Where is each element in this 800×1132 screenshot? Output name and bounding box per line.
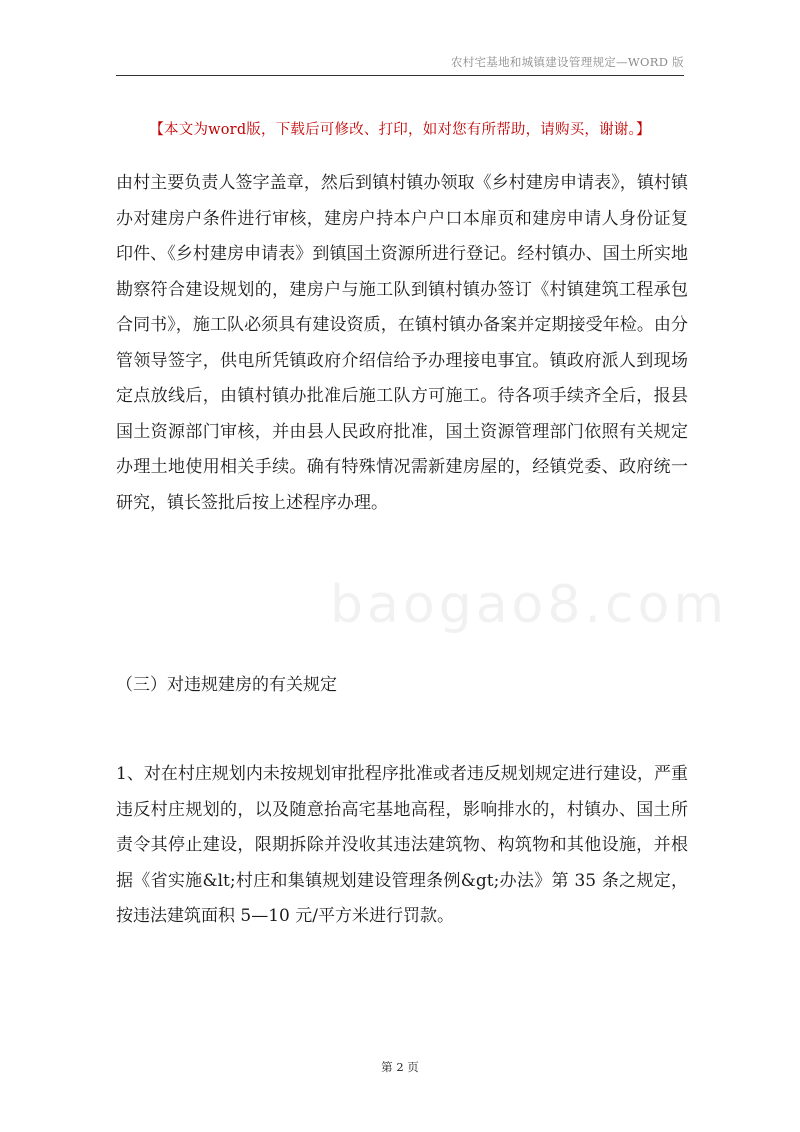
document-header-title: 农村宅基地和城镇建设管理规定—WORD 版 <box>450 55 684 69</box>
section-heading: （三）对违规建房的有关规定 <box>116 675 337 695</box>
paragraph-violation-rules: 1、对在村庄规划内未按规划审批程序批准或者违反规划规定进行建设，严重违反村庄规划的，以及随意抬高宅基地高程，影响排水的，村镇办、国土所责令其停止建设，限期拆除并没收其违法建筑物、构筑物和其他设施，并根据《省实施&lt;村庄和集镇规划建设管理条例&gt;办法》第 35 条之规定，按违法建筑面积 5—10 元/平方米进行罚款。 <box>116 764 688 926</box>
paragraph-procedure: 由村主要负责人签字盖章，然后到镇村镇办领取《乡村建房申请表》，镇村镇办对建房户条件进行审核，建房户持本户户口本扉页和建房申请人身份证复印件、《乡村建房申请表》到镇国土资源所进行登记。经村镇办、国土所实地勘察符合建设规划的，建房户与施工队到镇村镇办签订《村镇建筑工程承包合同书》，施工队必须具有建设资质，在镇村镇办备案并定期接受年检。由分管领导签字，供电所凭镇政府介绍信给予办理接电事宜。镇政府派人到现场定点放线后，由镇村镇办批准后施工队方可施工。待各项手续齐全后，报县国土资源部门审核，并由县人民政府批准，国土资源管理部门依照有关规定办理土地使用相关手续。确有特殊情况需新建房屋的，经镇党委、政府统一研究，镇长签批后按上述程序办理。 <box>116 173 688 513</box>
page-number: 第 2 页 <box>381 1060 419 1074</box>
download-notice: 【本文为word版，下载后可修改、打印，如对您有所帮助，请购买，谢谢。】 <box>149 122 651 138</box>
header-divider <box>116 75 684 76</box>
watermark: baogao8.com <box>330 575 729 635</box>
